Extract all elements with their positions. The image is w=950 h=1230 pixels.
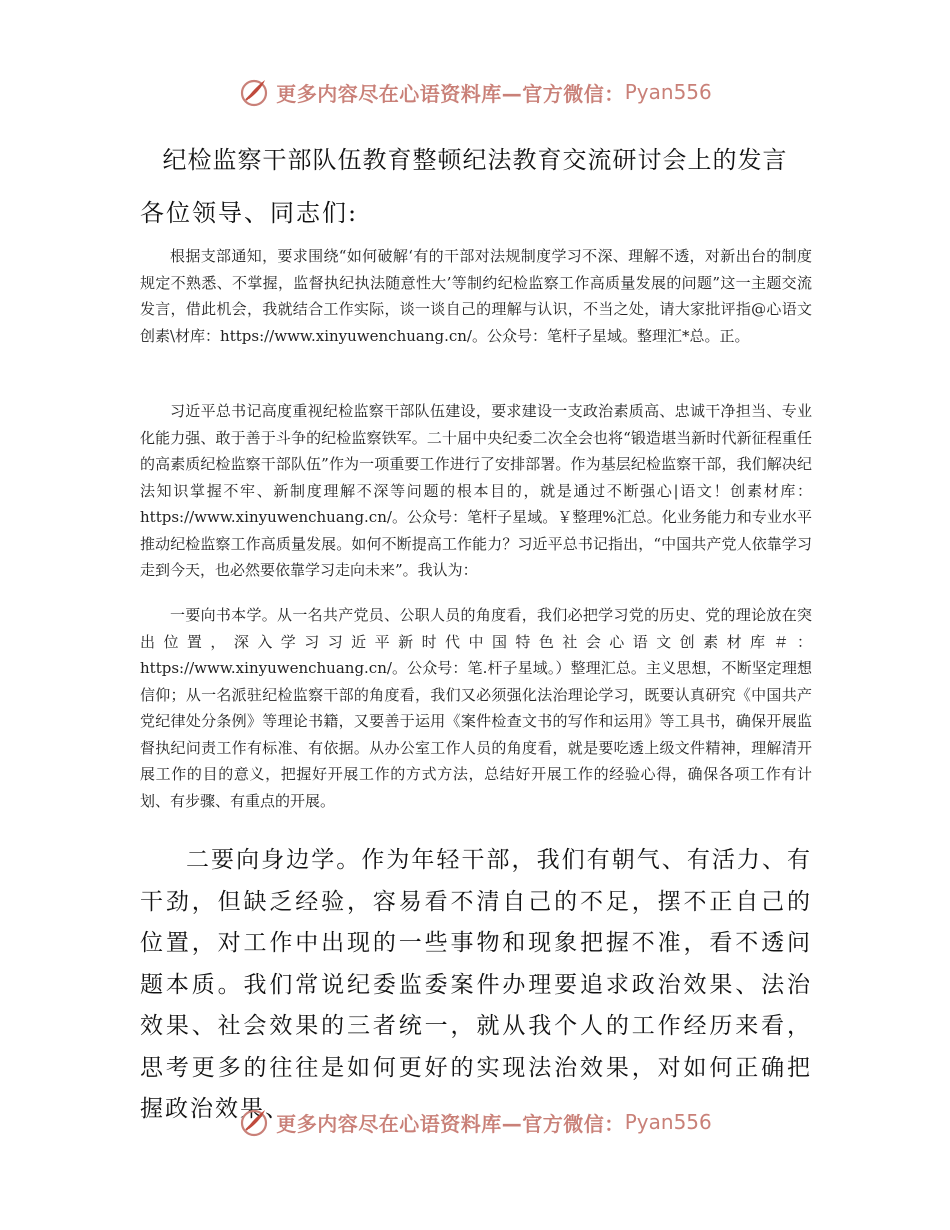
paragraph-learn-from-peers: 二要向身边学。作为年轻干部，我们有朝气、有活力、有干劲，但缺乏经验，容易看不清自己的不足，摆不正自己的位置，对工作中出现的一些事物和现象把握不准，看不透问题本质。我们常说纪委监委案件办理要追求政治效果、法治效果、社会效果的三者统一，就从我个人的工作经历来看，思考更多的往往是如何更好的实现法治效果，对如何正确把握政治效果、 (140, 847, 812, 1122)
quill-logo-icon (238, 1106, 270, 1138)
salutation: 各位领导、同志们: (140, 199, 359, 227)
banner-wechat-id: Pyan556 (624, 80, 712, 104)
paragraph-intro: 根据支部通知，要求围绕“如何破解‘有的干部对法规制度学习不深、理解不透，对新出台的制度规定不熟悉、不掌握，监督执纪执法随意性大’等制约纪检监察工作高质量发展的问题”这一主题交流发言，借此机会，我就结合工作实际，谈一谈自己的理解与认识，不当之处，请大家批评指@心语文创素\材库：https://www.xinyuwenchuang.cn/。公众号：笔杆子星域。整理汇*总。正。 (140, 247, 812, 345)
quill-logo-icon (238, 76, 270, 108)
banner-wechat-id: Pyan556 (624, 1110, 712, 1134)
paragraph-background: 习近平总书记高度重视纪检监察干部队伍建设，要求建设一支政治素质高、忠诚干净担当、专业化能力强、敢于善于斗争的纪检监察铁军。二十届中央纪委二次全会也将“锻造堪当新时代新征程重任的高素质纪检监察干部队伍”作为一项重要工作进行了安排部署。作为基层纪检监察干部，我们解决纪法知识掌握不牢、新制度理解不深等问题的根本目的，就是通过不断强心|语文！创素材库：https://www.xinyuwenchuang.cn/。公众号：笔杆子星域。￥整理%汇总。化业务能力和专业水平推动纪检监察工作高质量发展。如何不断提高工作能力？习近平总书记指出，“中国共产党人依靠学习走到今天，也必然要依靠学习走向未来”。我认为： (140, 402, 812, 579)
document-title: 纪检监察干部队伍教育整顿纪法教育交流研讨会上的发言 (162, 146, 788, 174)
banner-text: 更多内容尽在心语资料库—官方微信： (276, 1111, 625, 1136)
banner-text: 更多内容尽在心语资料库—官方微信： (276, 81, 625, 106)
paragraph-learn-from-books: 一要向书本学。从一名共产党员、公职人员的角度看，我们必把学习党的历史、党的理论放在突出位置，深入学习习近平新时代中国特色社会心语文创素材库＃：https://www.xinyuwenchuang.cn/。公众号：笔.杆子星域。）整理汇总。主义思想，不断坚定理想信仰；从一名派驻纪检监察干部的角度看，我们又必须强化法治理论学习，既要认真研究《中国共产党纪律处分条例》等理论书籍，又要善于运用《案件检查文书的写作和运用》等工具书，确保开展监督执纪问责工作有标准、有依据。从办公室工作人员的角度看，就是要吃透上级文件精神，理解清开展工作的目的意义，把握好开展工作的方式方法，总结好开展工作的经验心得，确保各项工作有计划、有步骤、有重点的开展。 (140, 606, 812, 810)
footer-watermark-banner (0, 1100, 950, 1144)
header-watermark-banner (0, 70, 950, 114)
